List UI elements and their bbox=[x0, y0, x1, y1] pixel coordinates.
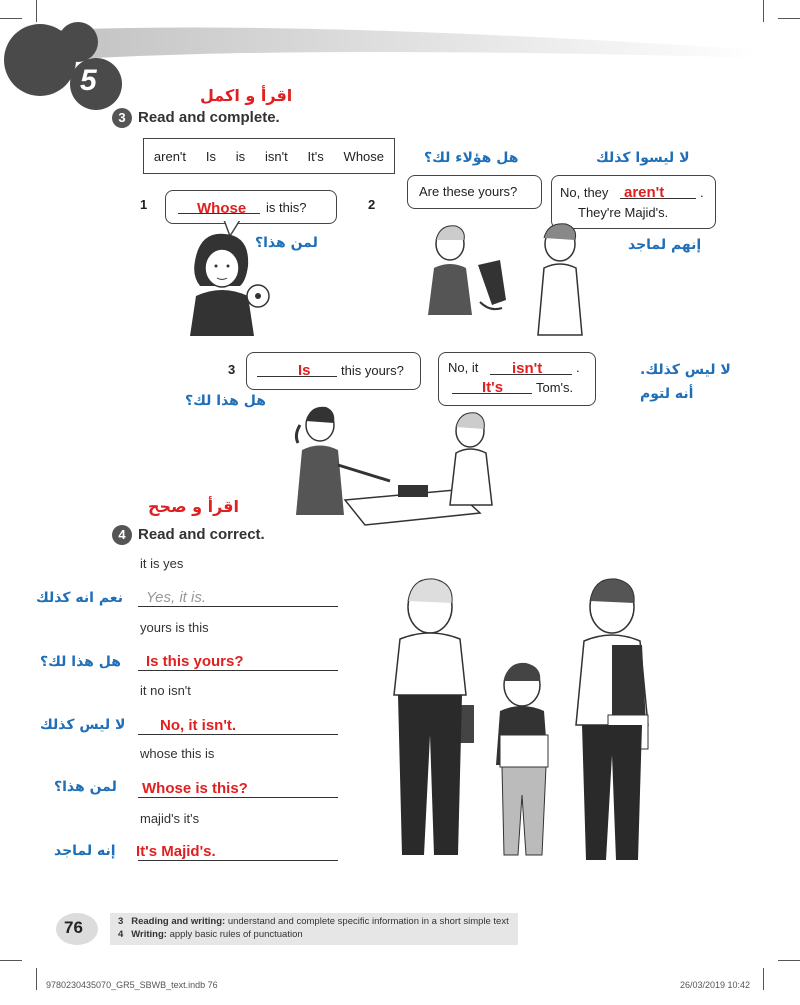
item2-arabic-reply1: لا ليسوا كذلك bbox=[596, 150, 690, 166]
written-answer: Is this yours? bbox=[146, 653, 244, 670]
girl-with-cd-illustration bbox=[170, 226, 280, 336]
crop-mark bbox=[36, 968, 37, 990]
jumbled-words: majid's it's bbox=[140, 811, 200, 826]
written-answer: It's Majid's. bbox=[136, 843, 216, 860]
crop-mark bbox=[0, 960, 22, 961]
item3-blank bbox=[257, 376, 337, 377]
item3-text: this yours? bbox=[341, 363, 404, 378]
item3-answer2: It's bbox=[482, 379, 504, 396]
exercise4-arabic-title: اقرأ و صحح bbox=[148, 497, 240, 516]
arabic-translation: نعم انه كذلك bbox=[36, 590, 123, 606]
page-number: 76 bbox=[64, 918, 83, 937]
word-box-item: is bbox=[235, 148, 246, 164]
objective-line bbox=[118, 916, 509, 927]
jumbled-words: it is yes bbox=[140, 556, 184, 571]
objective-line bbox=[118, 929, 303, 940]
word-box-item: aren't bbox=[153, 148, 187, 164]
item3-answer: Is bbox=[298, 362, 311, 379]
exercise4-number: 4 bbox=[112, 525, 132, 545]
item3-arabic-reply2: أنه لتوم bbox=[640, 386, 694, 402]
exercise4-title: Read and correct. bbox=[138, 526, 265, 543]
example-answer: Yes, it is. bbox=[146, 589, 207, 606]
arabic-translation: لا ليس كذلك bbox=[40, 717, 126, 733]
objective-label: Reading and writing: bbox=[131, 916, 226, 927]
item3-reply-line2: Tom's. bbox=[536, 380, 574, 395]
jumbled-words: whose this is bbox=[140, 746, 215, 761]
item3-reply-start: No, it bbox=[448, 360, 479, 375]
written-answer: Whose is this? bbox=[142, 780, 248, 797]
print-file-info: 9780230435070_GR5_SBWB_text.indb 76 bbox=[46, 980, 218, 990]
writing-line bbox=[138, 670, 338, 671]
crop-mark bbox=[778, 960, 800, 961]
children-with-box-illustration bbox=[280, 395, 510, 530]
item2-reply-line2: They're Majid's. bbox=[578, 205, 669, 220]
item2-arabic-question: هل هؤلاء لك؟ bbox=[424, 150, 519, 166]
item2-reply-end: . bbox=[700, 185, 704, 200]
objective-number: 3 bbox=[118, 916, 124, 927]
exercise3-number: 3 bbox=[112, 108, 132, 128]
arabic-translation: هل هذا لك؟ bbox=[40, 654, 121, 670]
print-timestamp: 26/03/2019 10:42 bbox=[680, 980, 751, 990]
arabic-translation: لمن هذا؟ bbox=[54, 779, 117, 795]
exercise3-title: Read and complete. bbox=[138, 109, 280, 126]
item3-answer1: isn't bbox=[512, 360, 543, 377]
written-answer: No, it isn't. bbox=[160, 717, 237, 734]
word-box bbox=[143, 138, 395, 174]
jumbled-words: it no isn't bbox=[140, 683, 191, 698]
objective-label: Writing: bbox=[131, 929, 167, 940]
item2-reply-start: No, they bbox=[560, 185, 609, 200]
item1-arabic: لمن هذا؟ bbox=[255, 235, 318, 251]
writing-line bbox=[138, 606, 338, 607]
word-box-item: Is bbox=[205, 148, 216, 164]
word-box-item: It's bbox=[307, 148, 324, 164]
jumbled-words: yours is this bbox=[140, 620, 209, 635]
objective-number: 4 bbox=[118, 929, 124, 940]
arabic-translation: إنه لماجد bbox=[54, 843, 116, 859]
item2-number: 2 bbox=[368, 197, 376, 212]
item2-arabic-reply2: إنهم لماجد bbox=[628, 237, 702, 253]
item3-arabic-question: هل هذا لك؟ bbox=[185, 393, 266, 409]
item1-speech-bubble bbox=[165, 190, 337, 224]
item1-number: 1 bbox=[140, 197, 148, 212]
crop-mark bbox=[763, 968, 764, 990]
unit-number: 5 bbox=[80, 64, 97, 97]
objective-text: understand and complete specific information in a short simple text bbox=[227, 916, 509, 927]
item3-number: 3 bbox=[228, 362, 236, 377]
word-box-item: isn't bbox=[264, 148, 288, 164]
exercise3-arabic-title: اقرأ و اكمل bbox=[200, 86, 293, 105]
item2-answer: aren't bbox=[624, 184, 665, 201]
three-boys-illustration bbox=[380, 565, 670, 880]
item1-text: is this? bbox=[266, 200, 307, 215]
item3-arabic-reply1: لا ليس كذلك. bbox=[640, 362, 731, 378]
objective-text: apply basic rules of punctuation bbox=[169, 929, 303, 940]
writing-line bbox=[138, 860, 338, 861]
item2-question: Are these yours? bbox=[419, 184, 518, 199]
item1-answer: Whose bbox=[197, 200, 247, 217]
item3-reply-end: . bbox=[576, 360, 580, 375]
word-box-item: Whose bbox=[343, 148, 385, 164]
boys-with-shoes-illustration bbox=[420, 210, 600, 340]
writing-line bbox=[138, 734, 338, 735]
writing-line bbox=[138, 797, 338, 798]
